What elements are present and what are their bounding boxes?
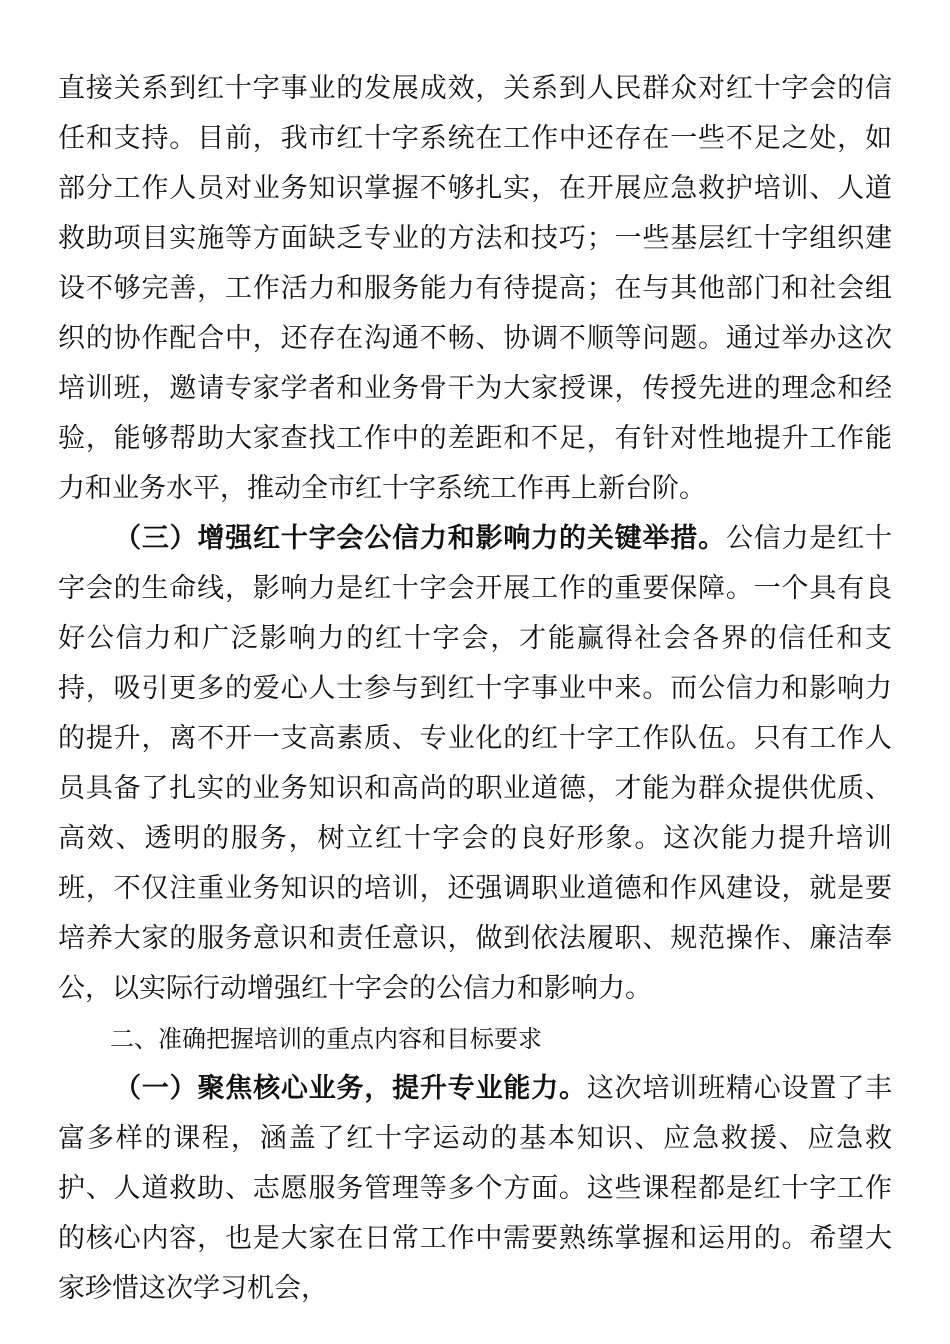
paragraph-3-body: 这次培训班精心设置了丰富多样的课程，涵盖了红十字运动的基本知识、应急救援、应急救护、人道救助、志愿服务管理等多个方面。这些课程都是红十字工作的核心内容，也是大家在日常工作中需要熟练掌握和运用的。希望大家珍惜这次学习机会，	[58, 1073, 893, 1304]
document-page	[58, 64, 892, 1314]
section-heading: 二、准确把握培训的重点内容和目标要求	[110, 1025, 542, 1053]
paragraph-2-lead: （三）增强红十字会公信力和影响力的关键举措。	[114, 523, 726, 554]
paragraph-1: 直接关系到红十字事业的发展成效，关系到人民群众对红十字会的信任和支持。目前，我市红十字系统在工作中还存在一些不足之处，如部分工作人员对业务知识掌握不够扎实，在开展应急救护培训、人道救助项目实施等方面缺乏专业的方法和技巧；一些基层红十字组织建设不够完善，工作活力和服务能力有待提高；在与其他部门和社会组织的协作配合中，还存在沟通不畅、协调不顺等问题。通过举办这次培训班，邀请专家学者和业务骨干为大家授课，传授先进的理念和经验，能够帮助大家查找工作中的差距和不足，有针对性地提升工作能力和业务水平，推动全市红十字系统工作再上新台阶。	[58, 73, 892, 504]
paragraph-3	[58, 1064, 892, 1314]
paragraph-2-body: 公信力是红十字会的生命线，影响力是红十字会开展工作的重要保障。一个具有良好公信力和广泛影响力的红十字会，才能赢得社会各界的信任和支持，吸引更多的爱心人士参与到红十字事业中来。而公信力和影响力的提升，离不开一支高素质、专业化的红十字工作队伍。只有工作人员具备了扎实的业务知识和高尚的职业道德，才能为群众提供优质、高效、透明的服务，树立红十字会的良好形象。这次能力提升培训班，不仅注重业务知识的培训，还强调职业道德和作风建设，就是要培养大家的服务意识和责任意识，做到依法履职、规范操作、廉洁奉公，以实际行动增强红十字会的公信力和影响力。	[58, 523, 893, 1004]
paragraph-3-lead: （一）聚焦核心业务，提升专业能力。	[114, 1073, 587, 1104]
paragraph-2	[58, 514, 892, 1014]
